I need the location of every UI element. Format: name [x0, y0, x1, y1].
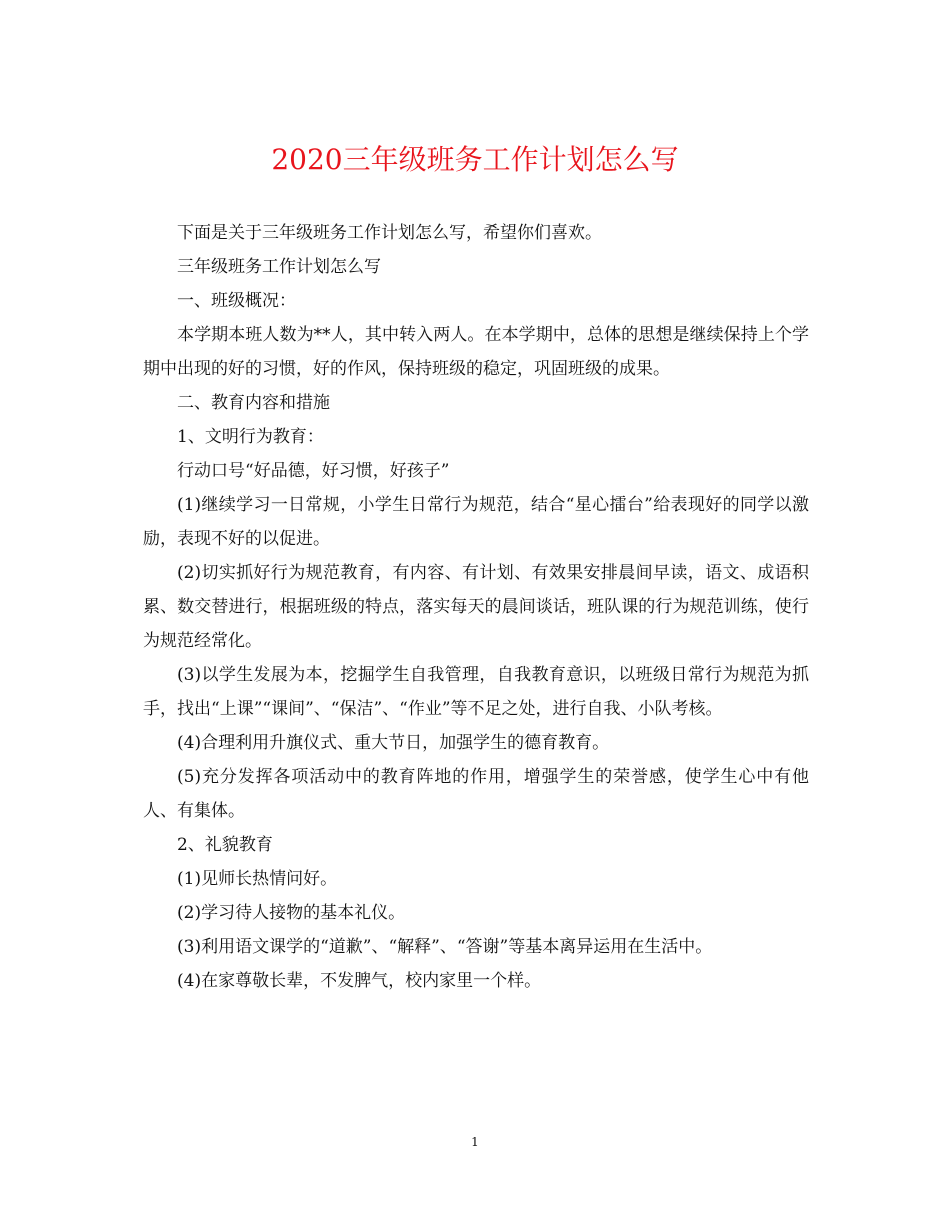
list-item: (2)切实抓好行为规范教育，有内容、有计划、有效果安排晨间早读，语文、成语积累、数交替进行，根据班级的特点，落实每天的晨间谈话，班队课的行为规范训练，使行为规范经常化。 — [143, 563, 809, 651]
paragraph-subtitle: 三年级班务工作计划怎么写 — [177, 257, 381, 277]
list-item: (5)充分发挥各项活动中的教育阵地的作用，增强学生的荣誉感，使学生心中有他人、有集体。 — [143, 767, 809, 821]
section-heading-class-overview: 一、班级概况： — [177, 291, 296, 311]
subheading-courtesy-education: 2、礼貌教育 — [177, 835, 273, 855]
document-body — [143, 216, 809, 998]
page-number: 1 — [471, 1135, 479, 1149]
subheading-civilized-behavior: 1、文明行为教育： — [177, 427, 324, 447]
list-item: (4)合理利用升旗仪式、重大节日，加强学生的德育教育。 — [177, 733, 610, 753]
list-item: (1)继续学习一日常规，小学生日常行为规范，结合“星心擂台”给表现好的同学以激励，表现不好的以促进。 — [143, 495, 809, 549]
list-item: (3)利用语文课学的“道歉”、“解释”、“答谢”等基本离异运用在生活中。 — [177, 937, 713, 957]
document-title: 2020三年级班务工作计划怎么写 — [271, 143, 679, 176]
list-item: (4)在家尊敬长辈，不发脾气，校内家里一个样。 — [177, 971, 542, 991]
section-heading-education-measures: 二、教育内容和措施 — [177, 393, 330, 413]
paragraph-intro: 下面是关于三年级班务工作计划怎么写，希望你们喜欢。 — [177, 223, 602, 243]
paragraph-action-slogan: 行动口号“好品德，好习惯，好孩子” — [177, 461, 450, 481]
list-item: (1)见师长热情问好。 — [177, 869, 338, 889]
paragraph-class-overview: 本学期本班人数为**人，其中转入两人。在本学期中，总体的思想是继续保持上个学期中出现的好的习惯，好的作风，保持班级的稳定，巩固班级的成果。 — [143, 325, 809, 379]
list-item: (3)以学生发展为本，挖掘学生自我管理，自我教育意识，以班级日常行为规范为抓手，找出“上课”“课间”、“保洁”、“作业”等不足之处，进行自我、小队考核。 — [143, 665, 809, 719]
list-item: (2)学习待人接物的基本礼仪。 — [177, 903, 406, 923]
